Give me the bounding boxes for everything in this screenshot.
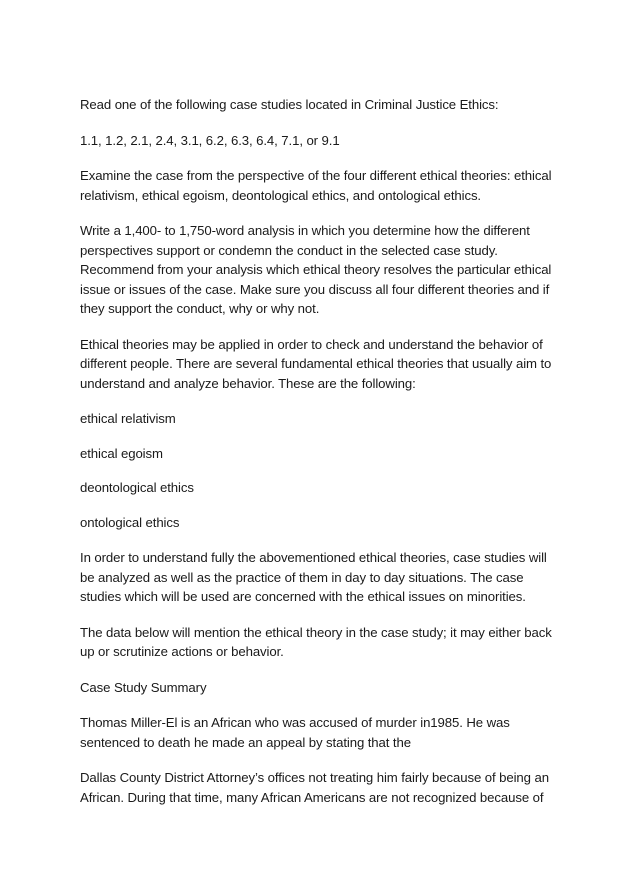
paragraph-case-studies: In order to understand fully the abovementioned ethical theories, case studies will be analyzed as well as the practice of them in day to day situations. The case studies which will be used are concerned with the ethical issues on minorities. [80,550,547,604]
list-item-ethical-relativism: ethical relativism [80,411,176,426]
document-page [80,95,580,823]
heading-case-study-summary: Case Study Summary [80,679,207,695]
case-list: 1.1, 1.2, 2.1, 2.4, 3.1, 6.2, 6.3, 6.4, 7.1, or 9.1 [80,132,340,148]
list-item-ethical-egoism: ethical egoism [80,445,163,461]
paragraph-data-below: The data below will mention the ethical theory in the case study; it may either back up or scrutinize actions or behavior. [80,624,552,659]
list-item-ontological-ethics: ontological ethics [80,514,180,530]
instruction-read-case: Read one of the following case studies located in Criminal Justice Ethics: [80,97,499,112]
list-item-deontological-ethics: deontological ethics [80,480,194,495]
paragraph-ethical-theories-intro: Ethical theories may be applied in order to check and understand the behavior of different people. There are several fundamental ethical theories that usually aim to understand and analyze behavior. These are the following: [80,336,552,391]
paragraph-dallas-county: Dallas County District Attorney’s offices not treating him fairly because of being an African. During that time, many African Americans are not recognized because of [80,770,549,805]
instruction-write-analysis: Write a 1,400- to 1,750-word analysis in which you determine how the different perspectives support or condemn the conduct in the selected case study. Recommend from your analysis which ethical theory resolves the particular ethical issue or issues of the case. Make sure you discuss all four different theories and if they support the conduct, why or why not. [80,223,552,316]
instruction-examine: Examine the case from the perspective of the four different ethical theories: ethical relativism, ethical egoism, deontological ethics, and ontological ethics. [80,168,552,203]
paragraph-miller-el: Thomas Miller-El is an African who was accused of murder in1985. He was sentenced to death he made an appeal by stating that the [80,715,510,750]
